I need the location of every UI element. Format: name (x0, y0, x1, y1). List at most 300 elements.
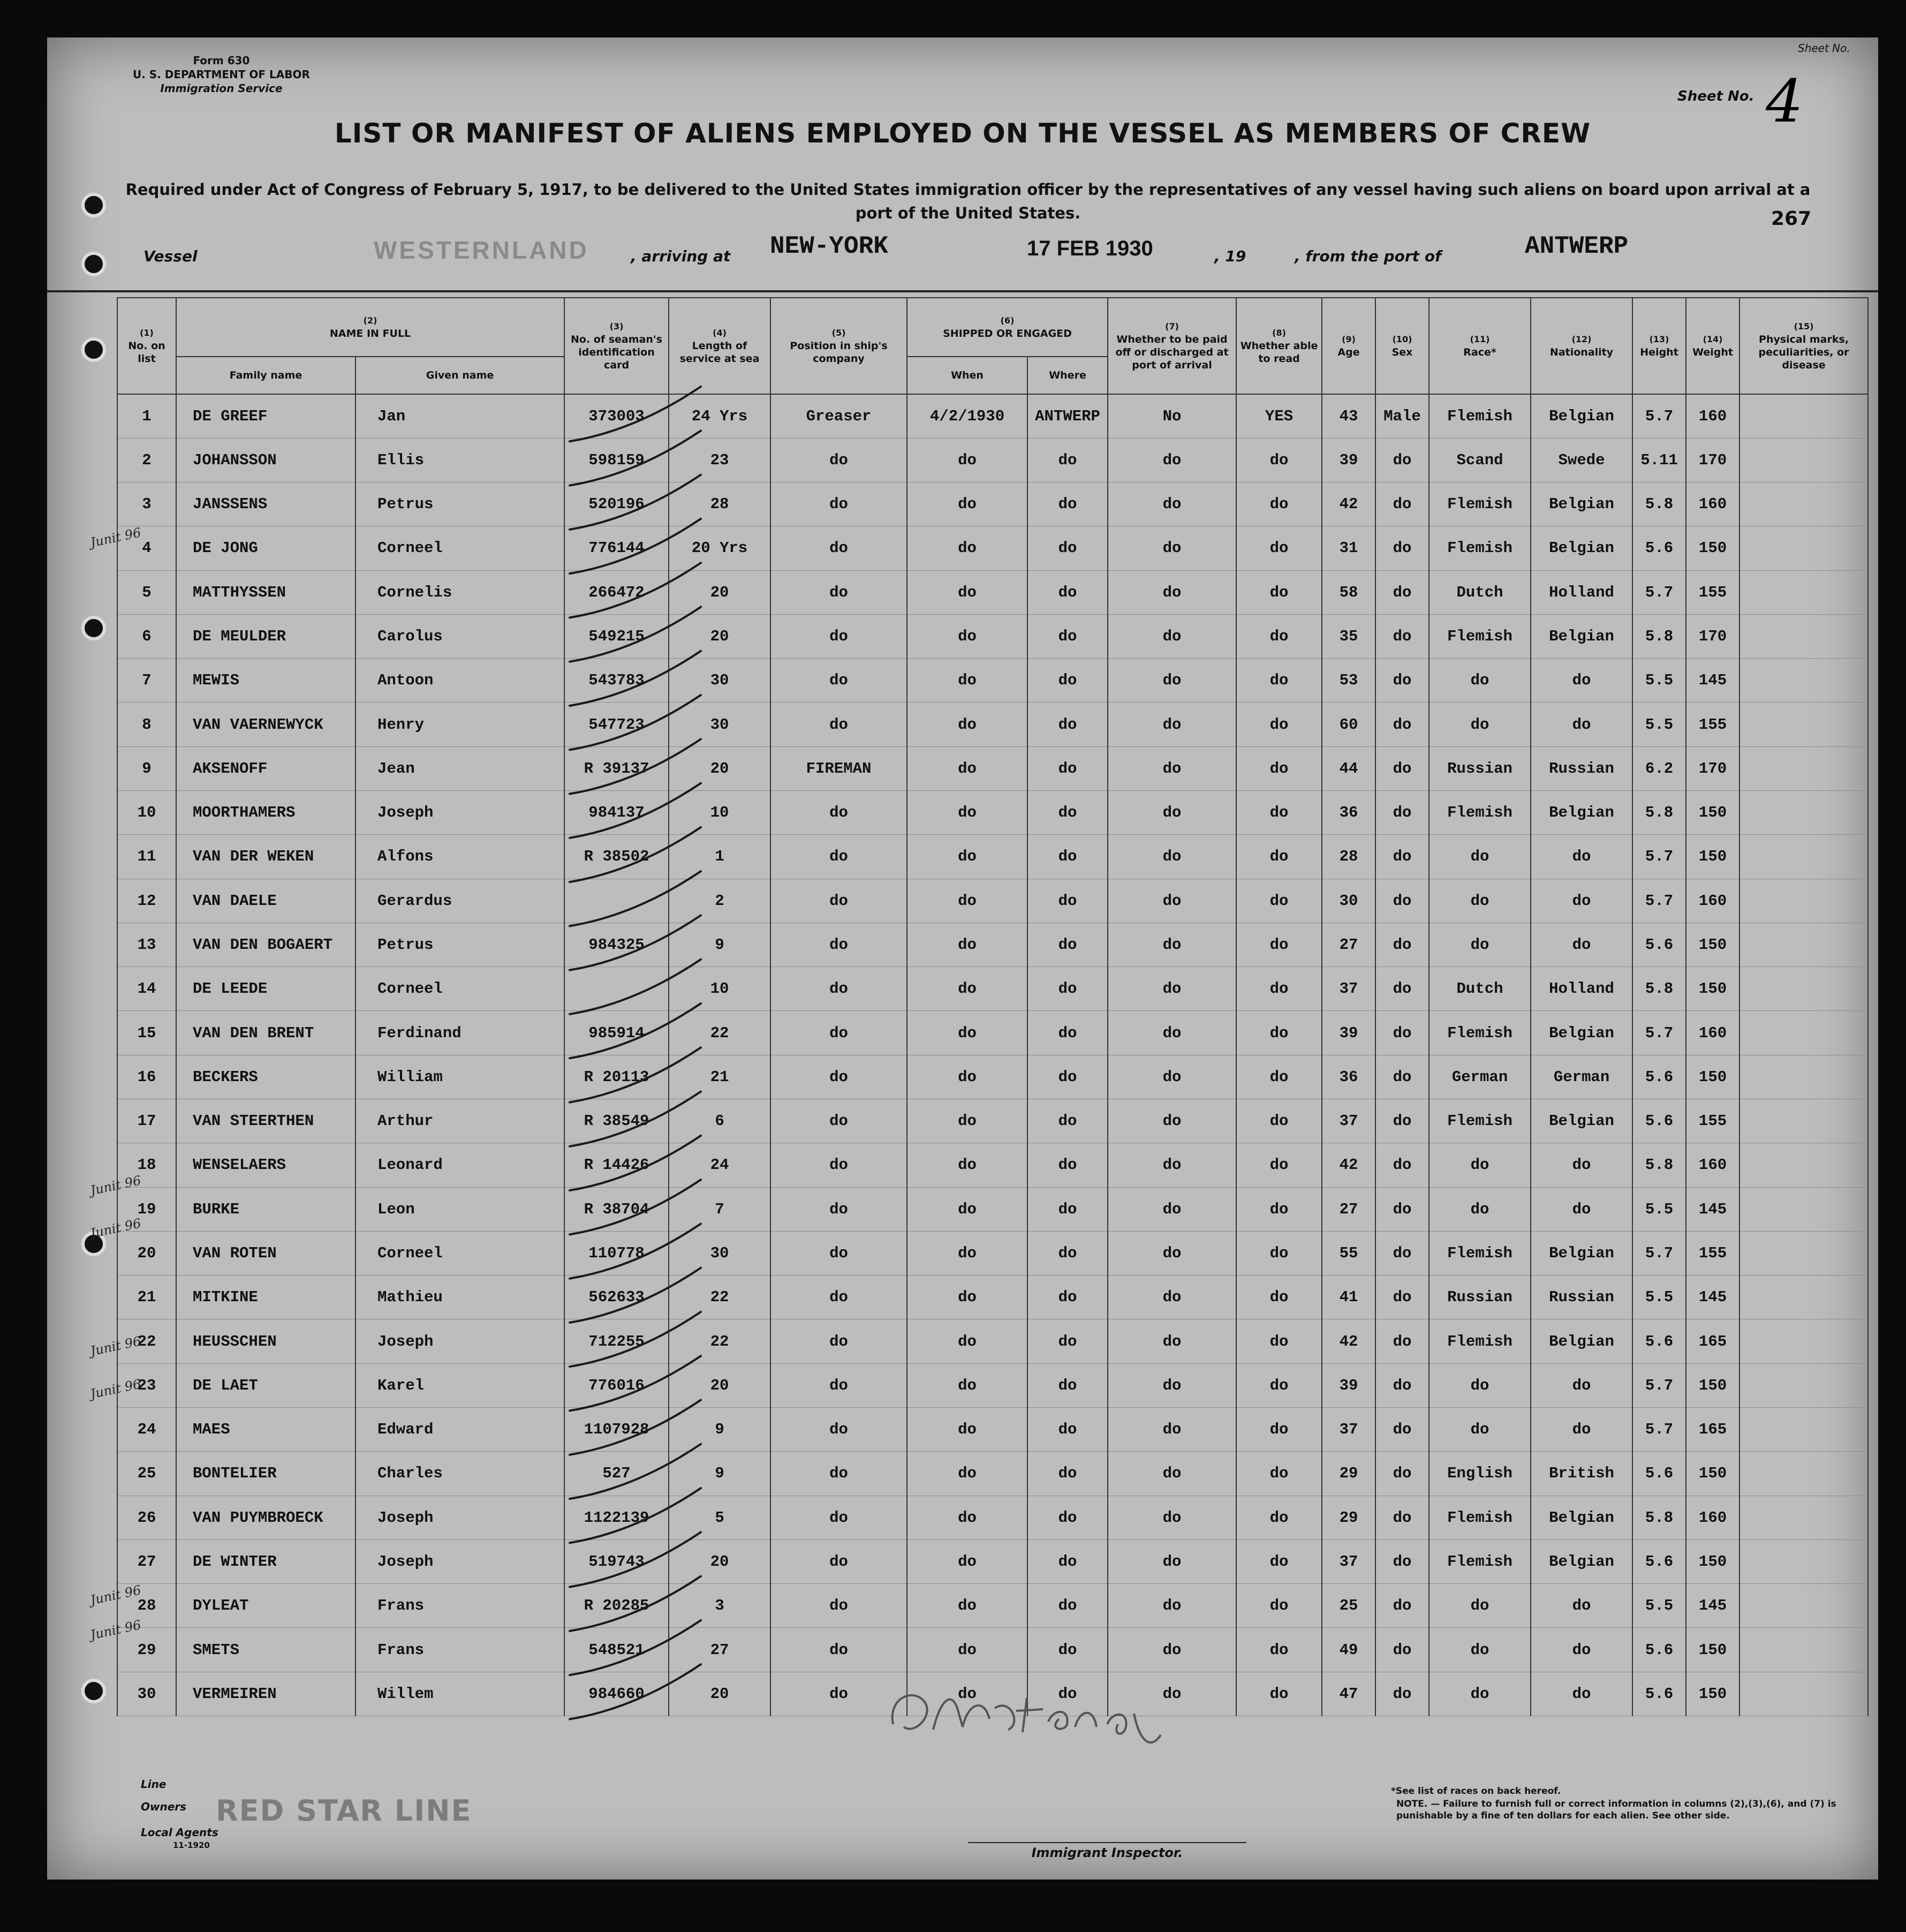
height-cell: 5.8 (1632, 1143, 1686, 1187)
col-header-position: (5) Position in ship's company (770, 298, 907, 394)
col-header-shipped: (6) SHIPPED OR ENGAGED (907, 298, 1108, 357)
shipped-where-cell: do (1027, 1055, 1108, 1099)
shipped-where-cell: ANTWERP (1027, 394, 1108, 438)
shipped-when-cell: do (907, 1187, 1027, 1231)
able-to-read-cell: do (1236, 1231, 1322, 1275)
given-name-cell: Carolus (356, 614, 564, 658)
race-cell: Flemish (1429, 394, 1531, 438)
position-cell: do (770, 1319, 907, 1363)
shipped-where-cell: do (1027, 703, 1108, 746)
table-row (117, 1231, 1868, 1275)
punch-hole (81, 1679, 106, 1703)
length-of-service-cell: 7 (669, 1187, 770, 1231)
col-header-nationality: (12) Nationality (1531, 298, 1632, 394)
physical-marks-cell (1739, 1319, 1868, 1363)
paid-off-cell: do (1108, 1319, 1236, 1363)
year-label: , 19 (1214, 247, 1246, 265)
seaman-card-number-cell: 110778 (564, 1231, 669, 1275)
nationality-cell: do (1531, 1628, 1632, 1672)
paid-off-cell: do (1108, 614, 1236, 658)
table-row (117, 1628, 1868, 1672)
physical-marks-cell (1739, 438, 1868, 482)
race-cell: do (1429, 1363, 1531, 1407)
nationality-cell: Belgian (1531, 1099, 1632, 1143)
position-cell: Greaser (770, 394, 907, 438)
given-name-cell: Alfons (356, 835, 564, 879)
weight-cell: 145 (1686, 1187, 1739, 1231)
position-cell: do (770, 703, 907, 746)
able-to-read-cell: do (1236, 1099, 1322, 1143)
able-to-read-cell: do (1236, 614, 1322, 658)
shipped-where-cell: do (1027, 967, 1108, 1011)
race-cell: Flemish (1429, 1011, 1531, 1055)
seaman-card-number-cell: 984137 (564, 791, 669, 835)
seaman-card-number-cell: 562633 (564, 1276, 669, 1319)
given-name-cell: Corneel (356, 526, 564, 570)
physical-marks-cell (1739, 1452, 1868, 1496)
row-number-cell: 23 (117, 1363, 176, 1407)
length-of-service-cell: 6 (669, 1099, 770, 1143)
position-cell: do (770, 1099, 907, 1143)
sheet-label: Sheet No. (1677, 88, 1754, 104)
margin-note: Junit 96 (89, 1216, 142, 1241)
position-cell: do (770, 791, 907, 835)
age-cell: 39 (1322, 438, 1375, 482)
given-name-cell: Arthur (356, 1099, 564, 1143)
length-of-service-cell: 20 (669, 570, 770, 614)
physical-marks-cell (1739, 1099, 1868, 1143)
table-row (117, 1407, 1868, 1451)
family-name-cell: BONTELIER (176, 1452, 356, 1496)
sex-cell: do (1375, 703, 1429, 746)
punch-hole (81, 193, 106, 217)
table-row (117, 482, 1868, 526)
given-name-cell: Corneel (356, 967, 564, 1011)
physical-marks-cell (1739, 835, 1868, 879)
family-name-cell: MEWIS (176, 659, 356, 703)
table-row (117, 526, 1868, 570)
race-cell: Flemish (1429, 1099, 1531, 1143)
shipped-where-cell: do (1027, 526, 1108, 570)
family-name-cell: DE WINTER (176, 1539, 356, 1583)
row-number-cell: 16 (117, 1055, 176, 1099)
height-cell: 5.6 (1632, 526, 1686, 570)
shipped-when-cell: do (907, 1143, 1027, 1187)
given-name-cell: Frans (356, 1628, 564, 1672)
table-row (117, 1539, 1868, 1583)
position-cell: do (770, 614, 907, 658)
col-header-no: (1) No. on list (117, 298, 176, 394)
position-cell: do (770, 835, 907, 879)
given-name-cell: Antoon (356, 659, 564, 703)
row-number-cell: 3 (117, 482, 176, 526)
able-to-read-cell: do (1236, 1055, 1322, 1099)
length-of-service-cell: 2 (669, 879, 770, 923)
shipped-when-cell: do (907, 1628, 1027, 1672)
physical-marks-cell (1739, 1363, 1868, 1407)
local-agents-code: 11-1920 (173, 1840, 210, 1850)
fine-note: NOTE. — Failure to furnish full or correct information in columns (2),(3),(6), and (7) is punishable by a fine of ten dollars for each alien. See other side. (1396, 1799, 1836, 1821)
race-cell: Flemish (1429, 614, 1531, 658)
weight-cell: 150 (1686, 1363, 1739, 1407)
shipped-when-cell: do (907, 1452, 1027, 1496)
race-cell: Flemish (1429, 482, 1531, 526)
given-name-cell: Ellis (356, 438, 564, 482)
table-row (117, 1143, 1868, 1187)
length-of-service-cell: 21 (669, 1055, 770, 1099)
table-row (117, 1452, 1868, 1496)
family-name-cell: BURKE (176, 1187, 356, 1231)
sex-cell: do (1375, 967, 1429, 1011)
physical-marks-cell (1739, 1143, 1868, 1187)
physical-marks-cell (1739, 614, 1868, 658)
seaman-card-number-cell: R 14426 (564, 1143, 669, 1187)
nationality-cell: do (1531, 879, 1632, 923)
table-row (117, 1187, 1868, 1231)
physical-marks-cell (1739, 1672, 1868, 1716)
weight-cell: 150 (1686, 835, 1739, 879)
row-number-cell: 21 (117, 1276, 176, 1319)
physical-marks-cell (1739, 1628, 1868, 1672)
age-cell: 30 (1322, 879, 1375, 923)
col-header-race: (11) Race* (1429, 298, 1531, 394)
length-of-service-cell: 30 (669, 659, 770, 703)
physical-marks-cell (1739, 1276, 1868, 1319)
family-name-cell: VAN DER WEKEN (176, 835, 356, 879)
height-cell: 6.2 (1632, 746, 1686, 790)
family-name-cell: JOHANSSON (176, 438, 356, 482)
weight-cell: 160 (1686, 1011, 1739, 1055)
family-name-cell: BECKERS (176, 1055, 356, 1099)
height-cell: 5.7 (1632, 394, 1686, 438)
able-to-read-cell: do (1236, 879, 1322, 923)
physical-marks-cell (1739, 482, 1868, 526)
weight-cell: 160 (1686, 394, 1739, 438)
physical-marks-cell (1739, 1011, 1868, 1055)
age-cell: 29 (1322, 1496, 1375, 1539)
page-title: LIST OR MANIFEST OF ALIENS EMPLOYED ON THE VESSEL AS MEMBERS OF CREW (334, 118, 1591, 149)
shipped-when-cell: do (907, 659, 1027, 703)
arriving-label: , arriving at (631, 247, 731, 265)
punch-hole (81, 252, 106, 276)
paid-off-cell: do (1108, 1143, 1236, 1187)
age-cell: 36 (1322, 791, 1375, 835)
race-cell: Russian (1429, 1276, 1531, 1319)
given-name-cell: Joseph (356, 791, 564, 835)
race-cell: Flemish (1429, 1496, 1531, 1539)
height-cell: 5.6 (1632, 923, 1686, 967)
row-number-cell: 30 (117, 1672, 176, 1716)
given-name-cell: Jean (356, 746, 564, 790)
weight-cell: 150 (1686, 1539, 1739, 1583)
position-cell: do (770, 1584, 907, 1628)
table-row (117, 835, 1868, 879)
height-cell: 5.6 (1632, 1055, 1686, 1099)
col-header-when: When (907, 357, 1027, 394)
weight-cell: 160 (1686, 1496, 1739, 1539)
height-cell: 5.11 (1632, 438, 1686, 482)
line-label: Line (141, 1778, 167, 1791)
immigrant-inspector-label: Immigrant Inspector. (968, 1842, 1246, 1860)
paid-off-cell: do (1108, 1407, 1236, 1451)
able-to-read-cell: do (1236, 1584, 1322, 1628)
able-to-read-cell: do (1236, 1187, 1322, 1231)
table-row (117, 438, 1868, 482)
given-name-cell: Jan (356, 394, 564, 438)
col-header-where: Where (1027, 357, 1108, 394)
local-agents-label: Local Agents (141, 1826, 218, 1839)
nationality-cell: Belgian (1531, 1011, 1632, 1055)
row-number-cell: 19 (117, 1187, 176, 1231)
height-cell: 5.6 (1632, 1672, 1686, 1716)
race-cell: Russian (1429, 746, 1531, 790)
shipped-when-cell: do (907, 1363, 1027, 1407)
age-cell: 37 (1322, 967, 1375, 1011)
table-row (117, 1363, 1868, 1407)
row-number-cell: 11 (117, 835, 176, 879)
physical-marks-cell (1739, 659, 1868, 703)
given-name-cell: Leon (356, 1187, 564, 1231)
height-cell: 5.6 (1632, 1319, 1686, 1363)
shipped-when-cell: do (907, 1319, 1027, 1363)
nationality-cell: Holland (1531, 967, 1632, 1011)
race-cell: do (1429, 703, 1531, 746)
vessel-name: WESTERNLAND (374, 236, 589, 264)
race-cell: Flemish (1429, 526, 1531, 570)
shipped-where-cell: do (1027, 614, 1108, 658)
margin-note: Junit 96 (89, 1617, 142, 1643)
shipped-when-cell: do (907, 1584, 1027, 1628)
age-cell: 43 (1322, 394, 1375, 438)
sex-cell: do (1375, 1672, 1429, 1716)
race-cell: do (1429, 879, 1531, 923)
paid-off-cell: do (1108, 1452, 1236, 1496)
arrival-port: NEW-YORK (770, 232, 888, 260)
table-row (117, 967, 1868, 1011)
paid-off-cell: do (1108, 438, 1236, 482)
shipped-when-cell: do (907, 746, 1027, 790)
table-row (117, 923, 1868, 967)
family-name-cell: HEUSSCHEN (176, 1319, 356, 1363)
sheet-number: 4 (1766, 67, 1803, 135)
nationality-cell: Belgian (1531, 1496, 1632, 1539)
shipped-when-cell: do (907, 482, 1027, 526)
seaman-card-number-cell (564, 967, 669, 1011)
physical-marks-cell (1739, 1187, 1868, 1231)
position-cell: FIREMAN (770, 746, 907, 790)
race-cell: Dutch (1429, 570, 1531, 614)
table-row (117, 659, 1868, 703)
height-cell: 5.8 (1632, 791, 1686, 835)
nationality-cell: Russian (1531, 746, 1632, 790)
length-of-service-cell: 27 (669, 1628, 770, 1672)
family-name-cell: DE GREEF (176, 394, 356, 438)
sex-cell: do (1375, 1011, 1429, 1055)
paid-off-cell: do (1108, 791, 1236, 835)
seaman-card-number-cell: 1107928 (564, 1407, 669, 1451)
family-name-cell: DE LAET (176, 1363, 356, 1407)
paid-off-cell: No (1108, 394, 1236, 438)
nationality-cell: do (1531, 703, 1632, 746)
given-name-cell: Karel (356, 1363, 564, 1407)
nationality-cell: British (1531, 1452, 1632, 1496)
paid-off-cell: do (1108, 1099, 1236, 1143)
family-name-cell: VAN DEN BRENT (176, 1011, 356, 1055)
shipped-when-cell: 4/2/1930 (907, 394, 1027, 438)
sex-cell: do (1375, 879, 1429, 923)
paid-off-cell: do (1108, 659, 1236, 703)
family-name-cell: DE MEULDER (176, 614, 356, 658)
family-name-cell: SMETS (176, 1628, 356, 1672)
shipped-when-cell: do (907, 791, 1027, 835)
weight-cell: 150 (1686, 1452, 1739, 1496)
table-row (117, 1055, 1868, 1099)
shipped-where-cell: do (1027, 746, 1108, 790)
shipped-when-cell: do (907, 1055, 1027, 1099)
shipped-when-cell: do (907, 923, 1027, 967)
weight-cell: 145 (1686, 659, 1739, 703)
row-number-cell: 9 (117, 746, 176, 790)
seaman-card-number-cell: 373003 (564, 394, 669, 438)
form-number: Form 630 (193, 54, 250, 67)
weight-cell: 165 (1686, 1319, 1739, 1363)
table-row (117, 614, 1868, 658)
height-cell: 5.5 (1632, 703, 1686, 746)
nationality-cell: Belgian (1531, 1539, 1632, 1583)
row-number-cell: 12 (117, 879, 176, 923)
row-number-cell: 15 (117, 1011, 176, 1055)
nationality-cell: do (1531, 1363, 1632, 1407)
shipped-where-cell: do (1027, 1628, 1108, 1672)
able-to-read-cell: do (1236, 1452, 1322, 1496)
shipped-where-cell: do (1027, 1231, 1108, 1275)
paid-off-cell: do (1108, 482, 1236, 526)
position-cell: do (770, 1672, 907, 1716)
family-name-cell: DE JONG (176, 526, 356, 570)
sex-cell: do (1375, 1452, 1429, 1496)
length-of-service-cell: 20 Yrs (669, 526, 770, 570)
physical-marks-cell (1739, 879, 1868, 923)
shipped-where-cell: do (1027, 1584, 1108, 1628)
shipped-where-cell: do (1027, 923, 1108, 967)
shipped-where-cell: do (1027, 835, 1108, 879)
family-name-cell: JANSSENS (176, 482, 356, 526)
family-name-cell: AKSENOFF (176, 746, 356, 790)
margin-note: Junit 96 (89, 1173, 142, 1198)
sex-cell: do (1375, 1055, 1429, 1099)
shipped-when-cell: do (907, 614, 1027, 658)
able-to-read-cell: do (1236, 1628, 1322, 1672)
arrival-date-stamp: 17 FEB 1930 (1027, 237, 1153, 260)
shipped-where-cell: do (1027, 1143, 1108, 1187)
shipped-where-cell: do (1027, 1011, 1108, 1055)
family-name-cell: VAN VAERNEWYCK (176, 703, 356, 746)
form-id-block (133, 54, 310, 95)
position-cell: do (770, 1055, 907, 1099)
col-header-family: Family name (176, 357, 356, 394)
weight-cell: 155 (1686, 1231, 1739, 1275)
row-number-cell: 28 (117, 1584, 176, 1628)
nationality-cell: Belgian (1531, 526, 1632, 570)
sex-cell: do (1375, 1584, 1429, 1628)
row-number-cell: 27 (117, 1539, 176, 1583)
position-cell: do (770, 1452, 907, 1496)
able-to-read-cell: do (1236, 703, 1322, 746)
shipped-when-cell: do (907, 1231, 1027, 1275)
seaman-card-number-cell: 984660 (564, 1672, 669, 1716)
row-number-cell: 5 (117, 570, 176, 614)
physical-marks-cell (1739, 1407, 1868, 1451)
punch-hole (81, 337, 106, 362)
row-number-cell: 25 (117, 1452, 176, 1496)
shipped-when-cell: do (907, 879, 1027, 923)
nationality-cell: do (1531, 1672, 1632, 1716)
race-cell: Scand (1429, 438, 1531, 482)
race-cell: do (1429, 1584, 1531, 1628)
able-to-read-cell: do (1236, 1672, 1322, 1716)
family-name-cell: DE LEEDE (176, 967, 356, 1011)
race-cell: Dutch (1429, 967, 1531, 1011)
length-of-service-cell: 5 (669, 1496, 770, 1539)
family-name-cell: MAES (176, 1407, 356, 1451)
race-cell: English (1429, 1452, 1531, 1496)
paid-off-cell: do (1108, 1584, 1236, 1628)
shipped-when-cell: do (907, 1672, 1027, 1716)
position-cell: do (770, 967, 907, 1011)
family-name-cell: MATTHYSSEN (176, 570, 356, 614)
sex-cell: do (1375, 1143, 1429, 1187)
owner-stamp: RED STAR LINE (216, 1794, 472, 1828)
row-number-cell: 8 (117, 703, 176, 746)
seaman-card-number-cell: R 39137 (564, 746, 669, 790)
shipped-where-cell: do (1027, 482, 1108, 526)
shipped-where-cell: do (1027, 1187, 1108, 1231)
race-cell: do (1429, 1407, 1531, 1451)
weight-cell: 150 (1686, 526, 1739, 570)
race-cell: do (1429, 835, 1531, 879)
paid-off-cell: do (1108, 1496, 1236, 1539)
length-of-service-cell: 22 (669, 1011, 770, 1055)
owners-label: Owners (141, 1800, 187, 1813)
shipped-where-cell: do (1027, 1496, 1108, 1539)
position-cell: do (770, 1628, 907, 1672)
weight-cell: 165 (1686, 1407, 1739, 1451)
age-cell: 35 (1322, 614, 1375, 658)
seaman-card-number-cell: R 20285 (564, 1584, 669, 1628)
able-to-read-cell: YES (1236, 394, 1322, 438)
races-note: *See list of races on back hereof. (1391, 1786, 1561, 1797)
shipped-where-cell: do (1027, 1276, 1108, 1319)
length-of-service-cell: 3 (669, 1584, 770, 1628)
position-cell: do (770, 570, 907, 614)
length-of-service-cell: 24 Yrs (669, 394, 770, 438)
row-number-cell: 13 (117, 923, 176, 967)
nationality-cell: Belgian (1531, 1319, 1632, 1363)
shipped-when-cell: do (907, 835, 1027, 879)
family-name-cell: MOORTHAMERS (176, 791, 356, 835)
age-cell: 53 (1322, 659, 1375, 703)
weight-cell: 145 (1686, 1584, 1739, 1628)
punch-hole (81, 616, 106, 640)
margin-note: Junit 96 (89, 1376, 142, 1402)
header-rule (47, 290, 1878, 292)
sex-cell: do (1375, 482, 1429, 526)
sex-cell: do (1375, 659, 1429, 703)
paid-off-cell: do (1108, 1276, 1236, 1319)
given-name-cell: Cornelis (356, 570, 564, 614)
nationality-cell: Belgian (1531, 791, 1632, 835)
length-of-service-cell: 20 (669, 1539, 770, 1583)
